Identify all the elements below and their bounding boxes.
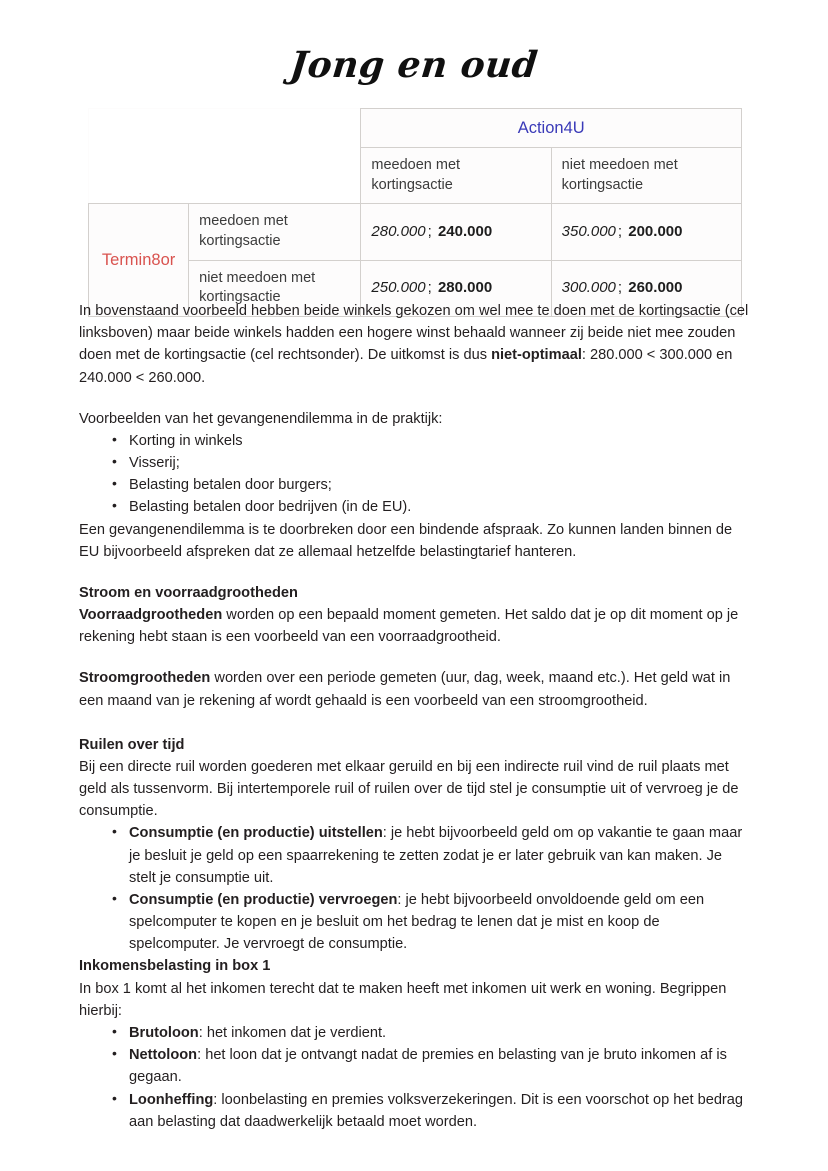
row-header-1: niet meedoen met kortingsactie [189, 260, 361, 316]
list-item [79, 452, 751, 474]
payoff-matrix-table [88, 108, 742, 317]
list-item [79, 889, 751, 956]
list-item [79, 430, 751, 452]
payoff-opponent-value: 200.000 [628, 222, 683, 240]
payoff-separator: ; [617, 222, 623, 240]
list-item [79, 822, 751, 889]
page-title: Jong en oud [288, 44, 540, 86]
paragraph-example-lead: In bovenstaand voorbeeld hebben beide winkels gekozen om wel mee te doen met de kortingsactie (cel linksboven) maar beide winkels hadden een hogere winst behaald wanneer zij beide niet mee zouden doen met de kortingsactie (cel rechtsonder). De uitkomst is dus [79, 303, 749, 364]
list-item [79, 474, 751, 496]
examples-list [79, 430, 751, 519]
examples-intro: Voorbeelden van het gevangenendilemma in de praktijk: [79, 410, 443, 427]
list-item-term: Nettoloon [129, 1047, 198, 1064]
list-item-text: : loonbelasting en premies volksverzekeringen. Dit is een voorschot op het bedrag aan belasting dat daadwerkelijk betaald moet worden. [129, 1091, 744, 1130]
payoff-cell-0-0 [361, 204, 551, 260]
list-item-label: Belasting betalen door burgers; [129, 477, 332, 494]
list-item [79, 1044, 751, 1088]
payoff-player-value: 280.000 [371, 222, 426, 240]
list-item-term: Consumptie (en productie) vervroegen [129, 891, 398, 908]
player-name-header: Termin8or [89, 204, 189, 316]
section-heading-box1: Inkomensbelasting in box 1 [79, 958, 271, 975]
paragraph-voorraadgrootheden-rest: worden op een bepaald moment gemeten. Het saldo dat je op dit moment op je rekening hebt staan is een voorbeeld van een voorraadgrootheid. [79, 607, 739, 646]
list-item [79, 1089, 751, 1133]
box1-list [79, 1022, 751, 1133]
spacer [79, 712, 751, 731]
paragraph-stroomgrootheden [79, 667, 751, 711]
opponent-name-header: Action4U [361, 109, 742, 148]
examples-outro: Een gevangenendilemma is te doorbreken door een bindende afspraak. Zo kunnen landen binnen de EU bijvoorbeeld afspreken dat ze allemaal hetzelfde belastingtarief hanteren. [79, 521, 733, 560]
spacer [79, 389, 751, 408]
payoff-player-value: 350.000 [561, 222, 616, 240]
paragraph-example-tail: : 280.000 < 300.000 en 240.000 < 260.000. [79, 347, 733, 386]
list-item-term: Loonheffing [129, 1091, 214, 1108]
list-item-label: Korting in winkels [129, 432, 243, 449]
term-voorraadgrootheden: Voorraadgrootheden [79, 607, 223, 624]
list-item [79, 496, 751, 518]
term-stroomgrootheden: Stroomgrootheden [79, 670, 211, 687]
section-heading-ruilen: Ruilen over tijd [79, 736, 185, 753]
list-item-term: Consumptie (en productie) uitstellen [129, 825, 383, 842]
payoff-separator: ; [427, 222, 432, 240]
payoff-opponent-value: 260.000 [628, 278, 683, 296]
paragraph-stroomgrootheden-rest: worden over een periode gemeten (uur, dag, week, maand etc.). Het geld wat in een maand van je rekening af wordt gehaald is een voorbeeld van een stroomgrootheid. [79, 670, 731, 709]
list-item-label: Visserij; [129, 455, 180, 472]
paragraph-ruilen-intro: Bij een directe ruil worden goederen met elkaar geruild en bij een indirecte ruil vind de ruil plaats met geld als tussenvorm. Bij intertemporele ruil of ruilen over de tijd stel je consumptie uit of vervroeg je de consumptie. [79, 758, 739, 820]
payoff-opponent-value: 240.000 [437, 222, 493, 240]
column-header-0: meedoen met kortingsactie [361, 148, 551, 204]
list-item-text: : het inkomen dat je verdient. [198, 1024, 387, 1041]
list-item-text: : je hebt bijvoorbeeld geld om op vakantie te gaan maar je besluit je geld op een spaarrekening te zetten zodat je er later gebruik van kan maken. Je stelt je consumptie uit. [129, 825, 743, 886]
table-row-column-headers [89, 148, 742, 204]
corner-blank-cell-4 [189, 148, 361, 204]
spacer [79, 563, 751, 582]
list-item [79, 1022, 751, 1044]
list-item-text: : je hebt bijvoorbeeld onvoldoende geld om een spelcomputer te kopen en je besluit om het bedrag te lenen dat je mist en koop de spelcomputer. Je vervroegt de consumptie. [129, 891, 705, 953]
list-item-label: Belasting betalen door bedrijven (in de EU). [129, 499, 412, 516]
payoff-separator: ; [427, 278, 432, 296]
payoff-player-value: 300.000 [561, 278, 616, 296]
paragraph-example [79, 300, 751, 389]
payoff-opponent-value: 280.000 [437, 278, 493, 296]
paragraph-voorraadgrootheden [79, 604, 751, 648]
corner-blank-cell-2 [189, 109, 361, 148]
table-row [89, 204, 742, 260]
section-heading-stroom: Stroom en voorraadgrootheden [79, 584, 298, 601]
list-item-term: Brutoloon [129, 1024, 199, 1041]
payoff-player-value: 250.000 [371, 278, 426, 296]
corner-blank-cell [89, 109, 189, 148]
corner-blank-cell-3 [89, 148, 189, 204]
table-row-opponent-title [89, 109, 742, 148]
paragraph-example-emphasis: niet-optimaal [491, 347, 582, 364]
row-header-0: meedoen met kortingsactie [189, 204, 361, 260]
document-body [79, 300, 751, 1133]
paragraph-box1-intro: In box 1 komt al het inkomen terecht dat te maken heeft met inkomen uit werk en woning. Begrippen hierbij: [79, 980, 727, 1019]
payoff-separator: ; [617, 278, 623, 296]
payoff-cell-0-1 [551, 204, 741, 260]
ruilen-list [79, 822, 751, 955]
spacer [79, 648, 751, 667]
column-header-1: niet meedoen met kortingsactie [551, 148, 741, 204]
list-item-text: : het loon dat je ontvangt nadat de premies en belasting van je bruto inkomen af is gegaan. [129, 1047, 727, 1086]
